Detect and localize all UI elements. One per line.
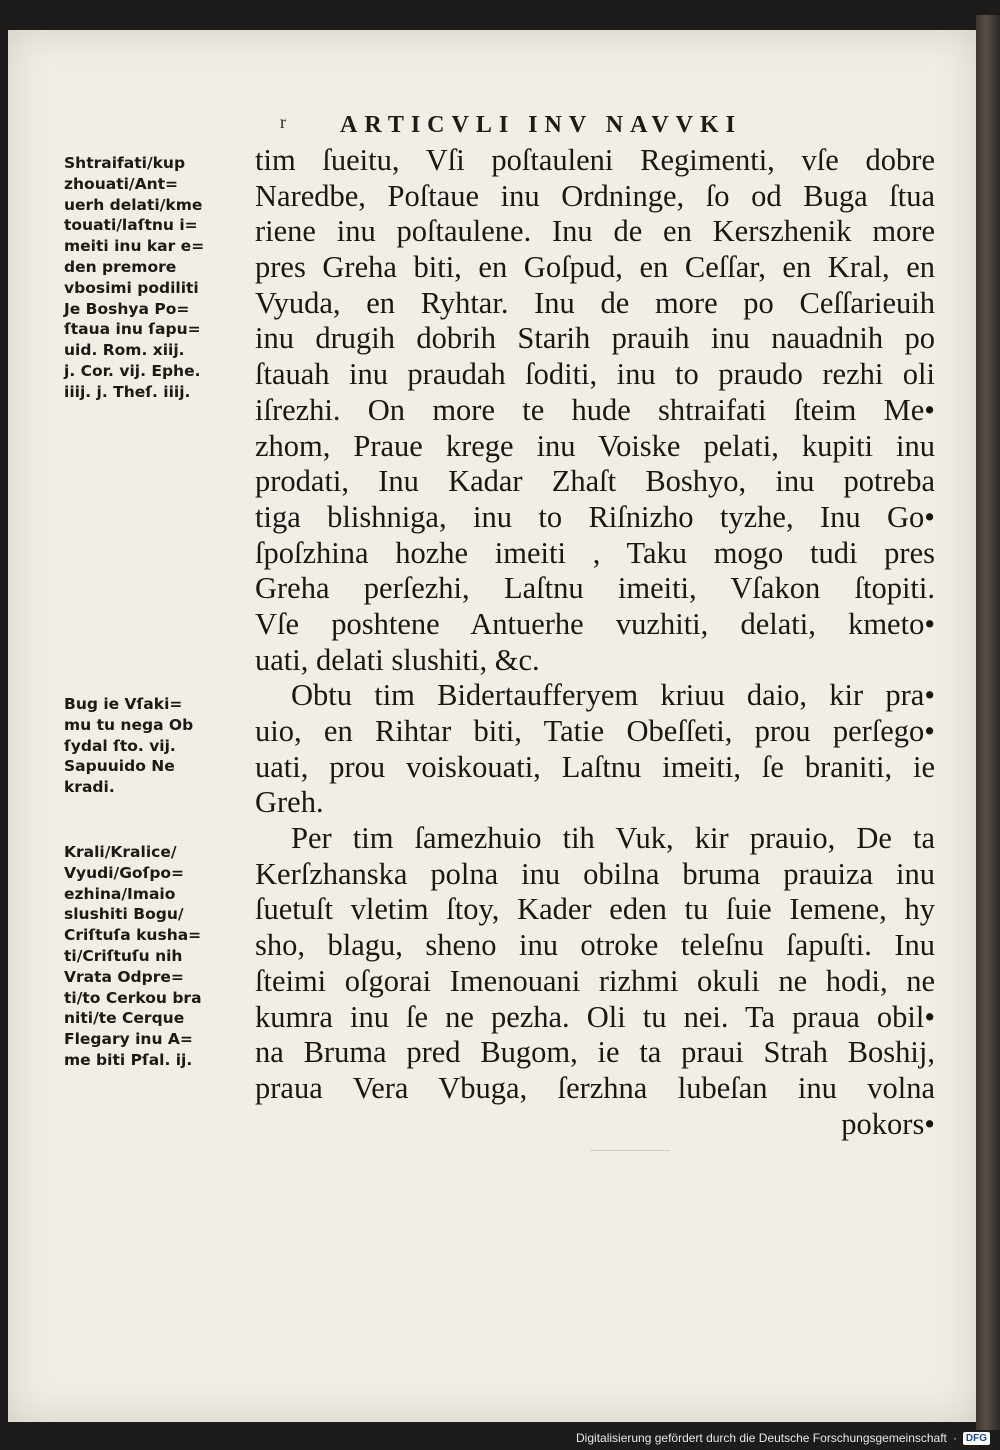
main-text-column — [255, 143, 935, 1142]
text-line: Greh. — [255, 785, 324, 820]
text-line: Naredbe, Poſtaue inu Ordninge, ſo od Buga ſtua — [255, 178, 935, 213]
text-line: praua Vera Vbuga, ſerzhna lubeſan inu volna — [255, 1070, 935, 1105]
text-line: uio, en Rihtar biti, Tatie Obeſſeti, prou perſego• — [255, 714, 935, 748]
text-line: ſtauah inu praudah ſoditi, inu to praudo rezhi oli — [255, 357, 935, 392]
text-line: uati, delati slushiti, &c. — [255, 642, 540, 677]
text-line: ſuetuſt vletim ſtoy, Kader eden tu ſuie Iemene, hy — [255, 892, 935, 927]
text-line: Kerſzhanska polna inu obilna bruma prauiza inu — [255, 856, 935, 891]
margin-line: me biti Pſal. ij. — [64, 1050, 193, 1069]
paper-stain — [590, 1150, 670, 1177]
margin-line: kradi. — [64, 778, 115, 797]
dfg-logo-icon: DFG — [963, 1432, 990, 1445]
text-line: Greha perſezhi, Laſtnu imeiti, Vſakon ſtopiti. — [255, 571, 935, 606]
margin-line: meiti inu kar e= — [64, 237, 205, 256]
margin-line: iiij. j. Theſ. iiij. — [64, 382, 191, 401]
margin-line: ezhina/Imaio — [64, 884, 176, 903]
margin-line: niti/te Cerque — [64, 1009, 185, 1028]
margin-line: Sapuuido Ne — [64, 757, 175, 776]
digitization-footer — [576, 1428, 990, 1448]
margin-line: touati/laſtnu i= — [64, 216, 198, 235]
margin-line: ti/to Cerkou bra — [64, 988, 202, 1007]
text-line: ſteimi oſgorai Imenouani rizhmi okuli ne hodi, ne — [255, 963, 935, 998]
margin-line: uid. Rom. xiij. — [64, 341, 185, 360]
margin-line: Krali/Kralice/ — [64, 843, 177, 861]
text-line: Vſe poshtene Antuerhe vuzhiti, delati, kmeto• — [255, 606, 935, 641]
margin-line: j. Cor. vij. Ephe. — [64, 361, 201, 380]
margin-line: uerh delati/kme — [64, 195, 203, 214]
running-header: ARTICVLI INV NAVVKI — [340, 112, 742, 138]
margin-line: vbosimi podiliti — [64, 278, 199, 297]
text-line: na Bruma pred Bugom, ie ta praui Strah Boshij, — [255, 1035, 935, 1070]
text-line: Vyuda, en Ryhtar. Inu de more po Ceſſarieuih — [255, 285, 935, 320]
margin-line: Bug ie Vſaki= — [64, 695, 183, 713]
text-line: uati, prou voiskouati, Laſtnu imeiti, ſe braniti, ie — [255, 749, 935, 784]
margin-line: ſtaua inu ſapu= — [64, 320, 201, 339]
text-line: pres Greha biti, en Goſpud, en Ceſſar, en Kral, en — [255, 250, 935, 285]
text-line: kumra inu ſe ne pezha. Oli tu nei. Ta praua obil• — [255, 999, 935, 1034]
margin-line: mu tu nega Ob — [64, 715, 194, 734]
margin-note-2 — [64, 694, 260, 798]
margin-note-3 — [64, 842, 260, 1071]
margin-line: Vrata Odpre= — [64, 967, 184, 986]
catchword: pokors• — [841, 1106, 935, 1141]
page-leaf-mark: r — [280, 112, 286, 132]
text-line: zhom, Praue krege inu Voiske pelati, kupiti inu — [255, 428, 935, 463]
margin-line: Vyudi/Goſpo= — [64, 863, 185, 882]
paragraph-start-line: Obtu tim Bidertaufferyem kriuu daio, kir pra• — [291, 678, 935, 713]
margin-line: Je Boshya Po= — [64, 299, 190, 318]
text-line: prodati, Inu Kadar Zhaſt Boshyo, inu potreba — [255, 464, 935, 499]
book-edge — [976, 15, 1000, 1430]
text-line: tiga blishniga, inu to Riſnizho tyzhe, Inu Go• — [255, 499, 935, 534]
footer-credit: Digitalisierung gefördert durch die Deutsche Forschungsgemeinschaft — [576, 1431, 947, 1445]
text-line: ſpoſzhina hozhe imeiti , Taku mogo tudi pres — [255, 535, 935, 570]
text-line: riene inu poſtaulene. Inu de en Kerszhenik more — [255, 214, 935, 249]
margin-line: Criſtuſa kusha= — [64, 926, 202, 945]
margin-line: ti/Criſtuſu nih — [64, 946, 183, 965]
margin-line: Flegary inu A= — [64, 1030, 193, 1049]
footer-separator: · — [952, 1431, 957, 1445]
text-line: inu drugih dobrih Starih prauih inu nauadnih po — [255, 321, 935, 356]
margin-line: zhouati/Ant= — [64, 174, 179, 193]
margin-note-1 — [64, 153, 260, 403]
text-line: sho, blagu, sheno inu otroke teleſnu ſapuſti. Inu — [255, 928, 935, 963]
margin-line: slushiti Bogu/ — [64, 905, 184, 924]
margin-line: Shtraifati/kup — [64, 154, 186, 172]
margin-line: den premore — [64, 257, 177, 276]
text-line: iſrezhi. On more te hude shtraifati ſteim Me• — [255, 392, 935, 427]
margin-line: ſydal ſto. vij. — [64, 736, 176, 755]
text-line: tim ſueitu, Vſi poſtauleni Regimenti, vſe dobre — [255, 143, 935, 177]
paragraph-start-line: Per tim ſamezhuio tih Vuk, kir prauio, De ta — [291, 821, 935, 856]
